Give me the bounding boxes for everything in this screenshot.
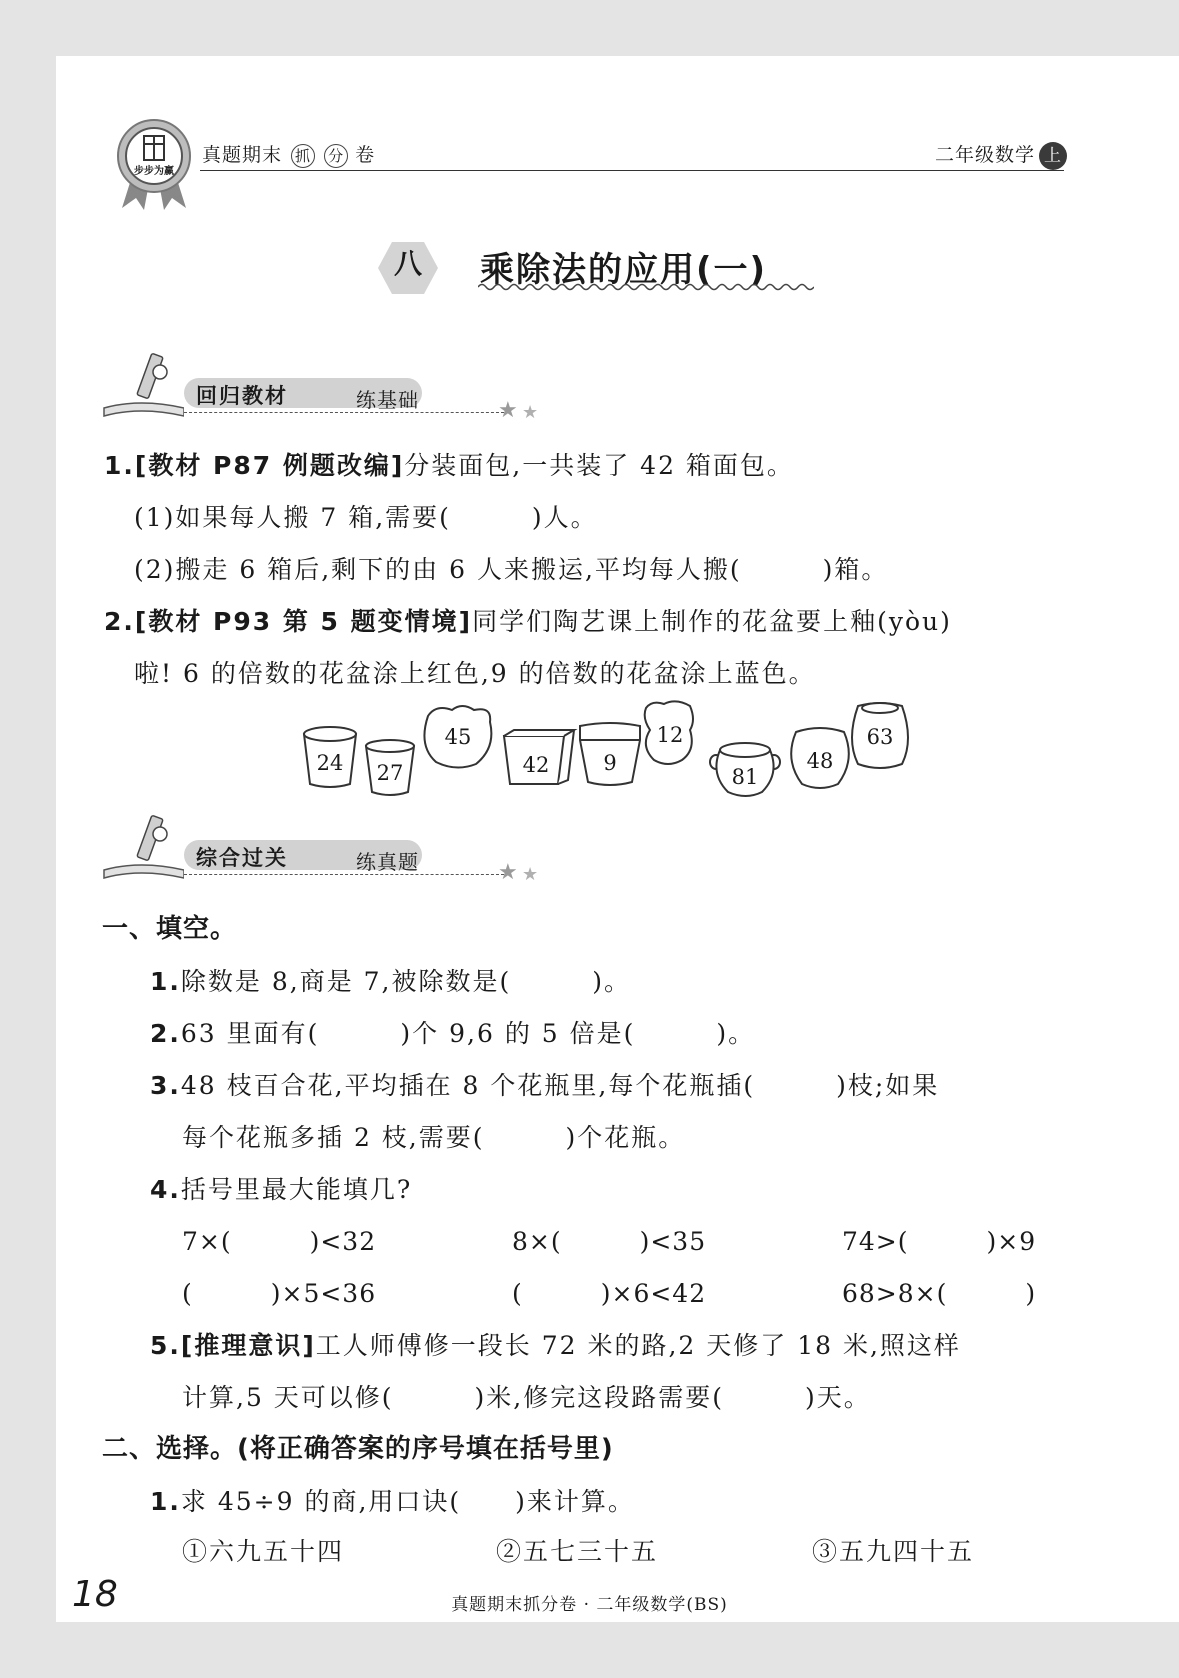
flower-pots-figure bbox=[296, 700, 916, 800]
pot-label: 12 bbox=[656, 723, 684, 747]
title-underline-wave bbox=[478, 282, 814, 292]
star-icon: ★ bbox=[498, 398, 518, 423]
section-banner-practice bbox=[100, 812, 539, 886]
svg-text:步步为赢: 步步为赢 bbox=[134, 166, 174, 177]
inequality-6: 68>8×( ) bbox=[842, 1279, 1037, 1308]
brand-badge-logo bbox=[112, 118, 196, 210]
section-banner-basics bbox=[100, 350, 539, 424]
pot-label: 81 bbox=[731, 765, 759, 789]
question-1-part-2: (2)搬走 6 箱后,剩下的由 6 人来搬运,平均每人搬( )箱。 bbox=[134, 555, 889, 584]
part-2-heading: 二、选择。(将正确答案的序号填在括号里) bbox=[102, 1434, 614, 1464]
question-2-line-2: 啦! 6 的倍数的花盆涂上红色,9 的倍数的花盆涂上蓝色。 bbox=[134, 659, 816, 688]
question-1: 1.[教材 P87 例题改编]分装面包,一共装了 42 箱面包。 bbox=[104, 451, 794, 480]
section-sub-label: 练真题 bbox=[356, 850, 419, 874]
section-label: 综合过关 bbox=[196, 846, 288, 870]
fill-question-1: 1.除数是 8,商是 7,被除数是( )。 bbox=[150, 967, 632, 996]
part-1-heading: 一、填空。 bbox=[102, 914, 238, 944]
header-rule bbox=[200, 170, 1064, 171]
inequality-4: ( )×5<36 bbox=[182, 1279, 377, 1308]
volume-badge: 上 bbox=[1039, 142, 1067, 170]
pot-label: 45 bbox=[444, 725, 472, 749]
fill-question-5-line-2: 计算,5 天可以修( )米,修完这段路需要( )天。 bbox=[182, 1383, 871, 1412]
pot-label: 48 bbox=[806, 749, 834, 773]
star-icon: ★ bbox=[522, 864, 539, 885]
question-2: 2.[教材 P93 第 5 题变情境]同学们陶艺课上制作的花盆要上釉(yòu) bbox=[104, 607, 952, 636]
choice-question-1: 1.求 45÷9 的商,用口诀( )来计算。 bbox=[150, 1487, 635, 1516]
inequality-2: 8×( )<35 bbox=[512, 1227, 707, 1256]
chapter-number: 八 bbox=[393, 247, 422, 280]
fill-question-3: 3.48 枝百合花,平均插在 8 个花瓶里,每个花瓶插( )枝;如果 bbox=[150, 1071, 940, 1100]
question-1-part-1: (1)如果每人搬 7 箱,需要( )人。 bbox=[134, 503, 598, 532]
pot-label: 42 bbox=[522, 753, 550, 777]
choice-option-2: ②五七三十五 bbox=[496, 1537, 659, 1566]
star-icon: ★ bbox=[498, 860, 518, 885]
fill-question-5: 5.[推理意识]工人师傅修一段长 72 米的路,2 天修了 18 米,照这样 bbox=[150, 1331, 961, 1360]
pot-label: 9 bbox=[603, 751, 617, 775]
footer-text: 真题期末抓分卷 · 二年级数学(BS) bbox=[451, 1595, 728, 1615]
pencil-book-icon bbox=[100, 350, 184, 424]
fill-question-3-line-2: 每个花瓶多插 2 枝,需要( )个花瓶。 bbox=[182, 1123, 686, 1152]
pencil-book-icon bbox=[100, 812, 184, 886]
page-number: 18 bbox=[72, 1574, 118, 1615]
inequality-5: ( )×6<42 bbox=[512, 1279, 707, 1308]
inequality-3: 74>( )×9 bbox=[842, 1227, 1037, 1256]
section-sub-label: 练基础 bbox=[356, 388, 419, 412]
section-label: 回归教材 bbox=[196, 384, 288, 408]
choice-option-3: ③五九四十五 bbox=[812, 1537, 975, 1566]
star-icon: ★ bbox=[522, 402, 539, 423]
fill-question-4: 4.括号里最大能填几? bbox=[150, 1175, 413, 1204]
choice-option-1: ①六九五十四 bbox=[182, 1537, 345, 1566]
chapter-title: 乘除法的应用(一) bbox=[480, 250, 768, 290]
pot-label: 63 bbox=[866, 725, 894, 749]
header-grade-subject: 二年级数学 上 bbox=[935, 140, 1067, 170]
header-series-title: 真题期末 抓 分 卷 bbox=[202, 144, 376, 166]
fill-question-2: 2.63 里面有( )个 9,6 的 5 倍是( )。 bbox=[150, 1019, 756, 1048]
inequality-1: 7×( )<32 bbox=[182, 1227, 377, 1256]
pot-label: 24 bbox=[316, 751, 344, 775]
pot-label: 27 bbox=[376, 761, 404, 785]
